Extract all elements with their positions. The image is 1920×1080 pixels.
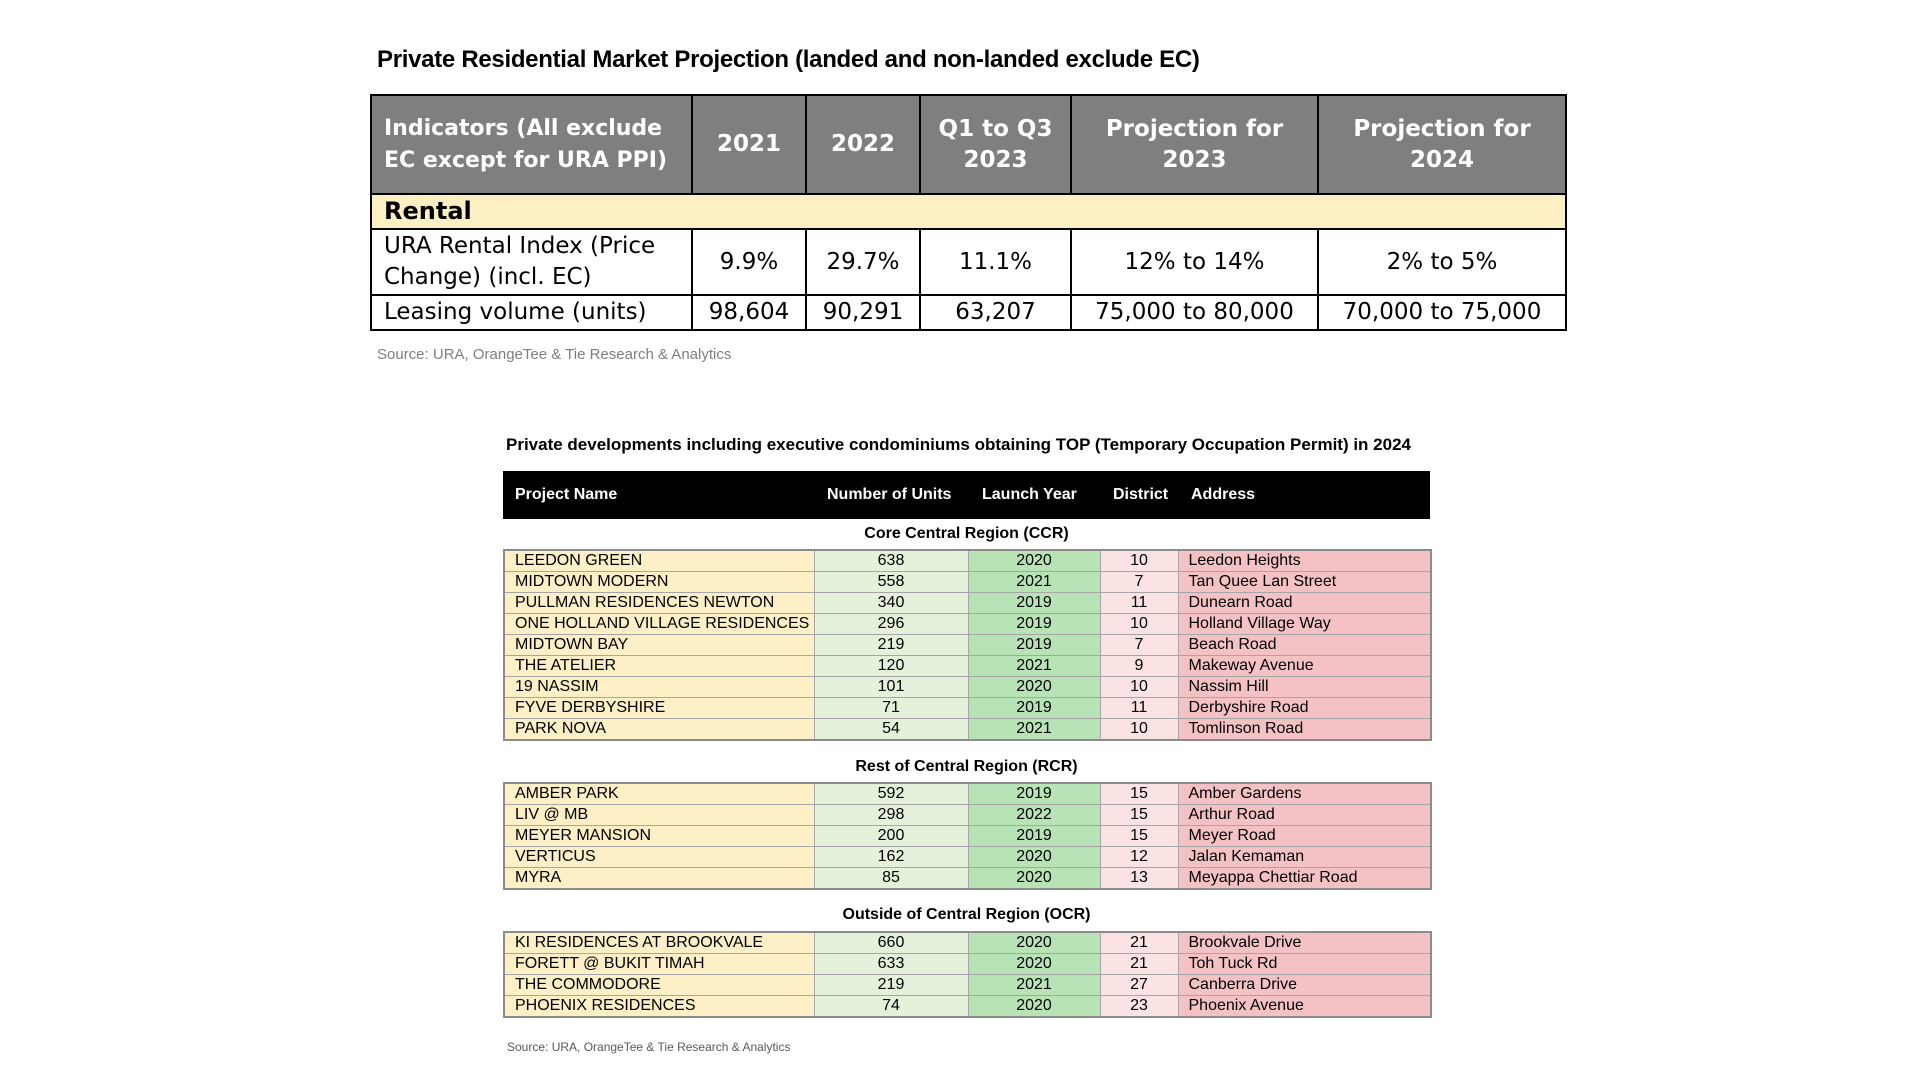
table-row [504, 954, 1431, 975]
address-cell: Arthur Road [1178, 805, 1431, 826]
value-cell: 2% to 5% [1318, 229, 1566, 295]
section-row-rental [371, 194, 1566, 229]
units-cell: 340 [814, 593, 968, 614]
units-cell: 219 [814, 975, 968, 996]
top-table-source: Source: URA, OrangeTee & Tie Research & Analytics [507, 1040, 791, 1054]
district-cell: 7 [1100, 635, 1178, 656]
units-cell: 200 [814, 826, 968, 847]
launch-year-cell: 2021 [968, 656, 1100, 677]
address-cell: Meyappa Chettiar Road [1178, 868, 1431, 890]
district-cell: 23 [1100, 996, 1178, 1018]
table-row [504, 593, 1431, 614]
table-row [504, 996, 1431, 1018]
address-cell: Tan Quee Lan Street [1178, 572, 1431, 593]
district-cell: 11 [1100, 698, 1178, 719]
launch-year-cell: 2020 [968, 932, 1100, 954]
region-title: Outside of Central Region (OCR) [842, 906, 1091, 923]
table-row [504, 847, 1431, 868]
value-cell: 29.7% [806, 229, 920, 295]
units-cell: 558 [814, 572, 968, 593]
table-row [504, 932, 1431, 954]
project-name-cell: MEYER MANSION [504, 826, 814, 847]
launch-year-cell: 2019 [968, 614, 1100, 635]
project-name-cell: PARK NOVA [504, 719, 814, 741]
table-row [504, 572, 1431, 593]
address-cell: Makeway Avenue [1178, 656, 1431, 677]
units-cell: 101 [814, 677, 968, 698]
units-cell: 638 [814, 550, 968, 572]
col-address: Address [1191, 486, 1256, 503]
region-title: Core Central Region (CCR) [864, 525, 1069, 542]
units-cell: 54 [814, 719, 968, 741]
project-name-cell: THE COMMODORE [504, 975, 814, 996]
table-row [371, 295, 1566, 330]
project-name-cell: LIV @ MB [504, 805, 814, 826]
table-row [504, 677, 1431, 698]
district-cell: 21 [1100, 932, 1178, 954]
value-cell: 9.9% [692, 229, 806, 295]
project-name-cell: VERTICUS [504, 847, 814, 868]
address-cell: Holland Village Way [1178, 614, 1431, 635]
district-cell: 27 [1100, 975, 1178, 996]
table-row [504, 635, 1431, 656]
col-launch-year: Launch Year [982, 486, 1077, 503]
launch-year-cell: 2019 [968, 826, 1100, 847]
address-cell: Toh Tuck Rd [1178, 954, 1431, 975]
table-row [504, 783, 1431, 805]
header-2021: 2021 [692, 95, 806, 194]
project-name-cell: 19 NASSIM [504, 677, 814, 698]
launch-year-cell: 2020 [968, 550, 1100, 572]
table-row [504, 975, 1431, 996]
district-cell: 21 [1100, 954, 1178, 975]
projection-source: Source: URA, OrangeTee & Tie Research & Analytics [377, 346, 732, 363]
units-cell: 298 [814, 805, 968, 826]
address-cell: Phoenix Avenue [1178, 996, 1431, 1018]
value-cell: 75,000 to 80,000 [1071, 295, 1318, 330]
region-table [503, 931, 1432, 1018]
units-cell: 660 [814, 932, 968, 954]
col-project-name: Project Name [515, 486, 618, 503]
address-cell: Brookvale Drive [1178, 932, 1431, 954]
units-cell: 633 [814, 954, 968, 975]
top-table-header [503, 471, 1430, 519]
col-district: District [1113, 486, 1169, 503]
launch-year-cell: 2020 [968, 868, 1100, 890]
project-name-cell: MIDTOWN MODERN [504, 572, 814, 593]
launch-year-cell: 2021 [968, 719, 1100, 741]
launch-year-cell: 2021 [968, 975, 1100, 996]
value-cell: 90,291 [806, 295, 920, 330]
project-name-cell: MYRA [504, 868, 814, 890]
project-name-cell: MIDTOWN BAY [504, 635, 814, 656]
units-cell: 296 [814, 614, 968, 635]
value-cell: 63,207 [920, 295, 1071, 330]
launch-year-cell: 2021 [968, 572, 1100, 593]
launch-year-cell: 2020 [968, 954, 1100, 975]
address-cell: Dunearn Road [1178, 593, 1431, 614]
project-name-cell: PULLMAN RESIDENCES NEWTON [504, 593, 814, 614]
launch-year-cell: 2020 [968, 847, 1100, 868]
district-cell: 10 [1100, 677, 1178, 698]
table-row [504, 550, 1431, 572]
project-name-cell: THE ATELIER [504, 656, 814, 677]
header-2022: 2022 [806, 95, 920, 194]
district-cell: 9 [1100, 656, 1178, 677]
launch-year-cell: 2019 [968, 635, 1100, 656]
projection-table [370, 94, 1567, 331]
district-cell: 15 [1100, 805, 1178, 826]
region-title: Rest of Central Region (RCR) [855, 758, 1078, 775]
indicator-cell: URA Rental Index (Price Change) (incl. EC) [371, 229, 692, 295]
header-projection-2023: Projection for 2023 [1071, 95, 1318, 194]
address-cell: Tomlinson Road [1178, 719, 1431, 741]
header-projection-2024: Projection for 2024 [1318, 95, 1566, 194]
col-number-of-units: Number of Units [827, 486, 952, 503]
project-name-cell: ONE HOLLAND VILLAGE RESIDENCES [504, 614, 814, 635]
table-row [504, 805, 1431, 826]
launch-year-cell: 2019 [968, 698, 1100, 719]
address-cell: Nassim Hill [1178, 677, 1431, 698]
value-cell: 11.1% [920, 229, 1071, 295]
address-cell: Beach Road [1178, 635, 1431, 656]
table-row [504, 614, 1431, 635]
address-cell: Amber Gardens [1178, 783, 1431, 805]
launch-year-cell: 2022 [968, 805, 1100, 826]
project-name-cell: LEEDON GREEN [504, 550, 814, 572]
value-cell: 70,000 to 75,000 [1318, 295, 1566, 330]
units-cell: 85 [814, 868, 968, 890]
units-cell: 592 [814, 783, 968, 805]
district-cell: 13 [1100, 868, 1178, 890]
region-table [503, 549, 1432, 741]
district-cell: 15 [1100, 783, 1178, 805]
value-cell: 12% to 14% [1071, 229, 1318, 295]
units-cell: 162 [814, 847, 968, 868]
district-cell: 10 [1100, 614, 1178, 635]
district-cell: 11 [1100, 593, 1178, 614]
header-q1-q3-2023: Q1 to Q3 2023 [920, 95, 1071, 194]
projection-header-row [371, 95, 1566, 194]
value-cell: 98,604 [692, 295, 806, 330]
region-table [503, 782, 1432, 890]
project-name-cell: KI RESIDENCES AT BROOKVALE [504, 932, 814, 954]
launch-year-cell: 2020 [968, 996, 1100, 1018]
top-table-title: Private developments including executive condominiums obtaining TOP (Temporary Occupation Permit) in 2024 [506, 435, 1411, 454]
district-cell: 10 [1100, 719, 1178, 741]
projection-title: Private Residential Market Projection (landed and non-landed exclude EC) [377, 46, 1200, 73]
table-row [504, 656, 1431, 677]
district-cell: 10 [1100, 550, 1178, 572]
address-cell: Derbyshire Road [1178, 698, 1431, 719]
table-row [504, 698, 1431, 719]
launch-year-cell: 2019 [968, 593, 1100, 614]
address-cell: Leedon Heights [1178, 550, 1431, 572]
section-label: Rental [371, 194, 1566, 229]
table-row [504, 719, 1431, 741]
launch-year-cell: 2020 [968, 677, 1100, 698]
launch-year-cell: 2019 [968, 783, 1100, 805]
project-name-cell: FORETT @ BUKIT TIMAH [504, 954, 814, 975]
table-row [504, 826, 1431, 847]
district-cell: 12 [1100, 847, 1178, 868]
district-cell: 15 [1100, 826, 1178, 847]
units-cell: 71 [814, 698, 968, 719]
address-cell: Meyer Road [1178, 826, 1431, 847]
indicator-cell: Leasing volume (units) [371, 295, 692, 330]
units-cell: 74 [814, 996, 968, 1018]
units-cell: 219 [814, 635, 968, 656]
address-cell: Jalan Kemaman [1178, 847, 1431, 868]
table-row [504, 868, 1431, 890]
table-row [371, 229, 1566, 295]
header-indicators: Indicators (All exclude EC except for URA PPI) [371, 95, 692, 194]
project-name-cell: AMBER PARK [504, 783, 814, 805]
project-name-cell: PHOENIX RESIDENCES [504, 996, 814, 1018]
district-cell: 7 [1100, 572, 1178, 593]
units-cell: 120 [814, 656, 968, 677]
address-cell: Canberra Drive [1178, 975, 1431, 996]
project-name-cell: FYVE DERBYSHIRE [504, 698, 814, 719]
